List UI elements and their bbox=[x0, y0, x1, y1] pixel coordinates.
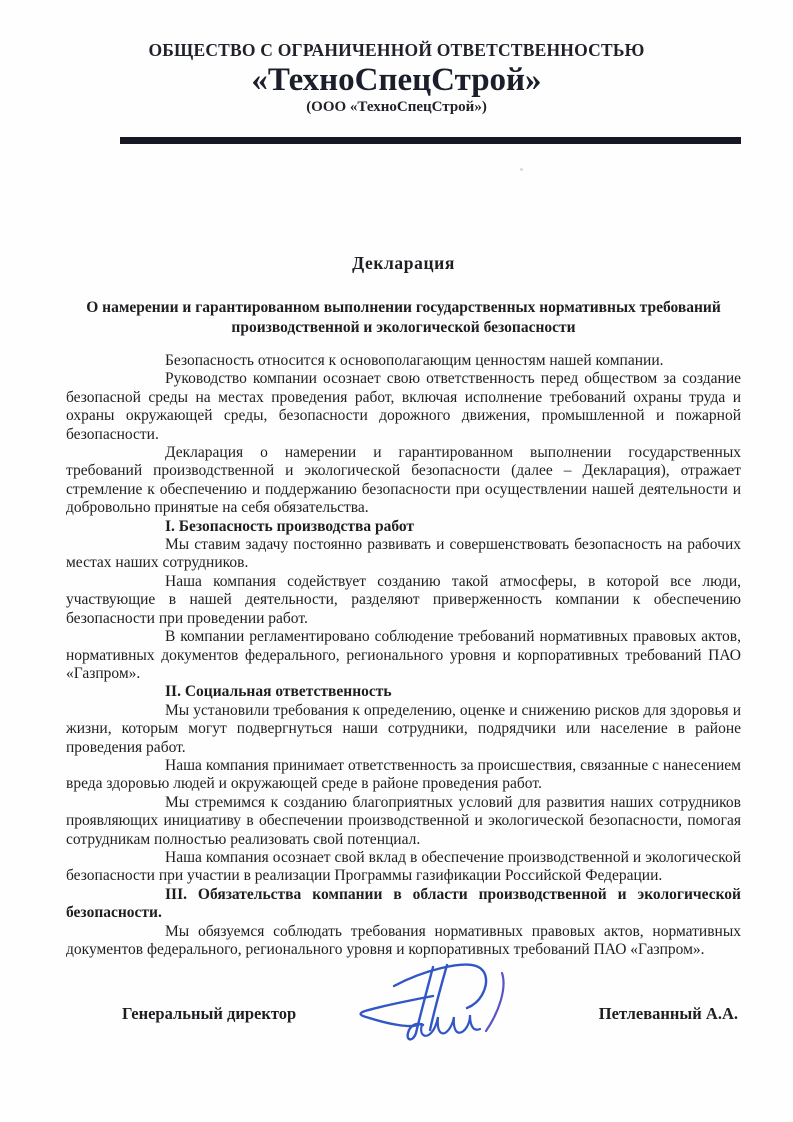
paragraph: Руководство компании осознает свою ответственность перед обществом за создание безопасной среды на местах проведения работ, включая исполнение требований охраны труда и охраны окружающей среды, безопасности дорожного движения, промышленной и пожарной безопасности. bbox=[66, 370, 741, 443]
document-title: Декларация bbox=[352, 253, 455, 273]
signer-name: Петлеванный А.А. bbox=[598, 1004, 738, 1023]
paragraph: Наша компания принимает ответственность за происшествия, связанные с нанесением вреда здоровью людей и окружающей среде в районе проведения работ. bbox=[66, 756, 741, 793]
org-name: «ТехноСпецСтрой» bbox=[251, 62, 542, 98]
paragraph: Декларация о намерении и гарантированном выполнении государственных требований производственной и экологической безопасности (далее – Декларация), отражает стремление к обеспечению и поддержанию безопасности при осуществлении нашей деятельности и добровольно принятые на себя обязательства. bbox=[66, 444, 741, 517]
letterhead bbox=[0, 40, 793, 116]
document-body bbox=[66, 252, 741, 959]
section-heading-3: III. Обязательства компании в области производственной и экологической безопасности. bbox=[66, 885, 741, 922]
paragraph: Наша компания содействует созданию такой атмосферы, в которой все люди, участвующие в нашей деятельности, разделяют приверженность компании к обеспечению безопасности при проведении работ. bbox=[66, 572, 741, 627]
org-type-line: ОБЩЕСТВО С ОГРАНИЧЕННОЙ ОТВЕТСТВЕННОСТЬЮ bbox=[148, 40, 645, 60]
document-subtitle: О намерении и гарантированном выполнении государственных нормативных требований производственной и экологической безопасности bbox=[86, 299, 721, 336]
signature-role: Генеральный директор bbox=[122, 1004, 297, 1023]
paragraph: Мы обязуемся соблюдать требования нормативных правовых актов, нормативных документов федерального, регионального уровня и корпоративных требований ПАО «Газпром». bbox=[66, 922, 741, 958]
paragraph: Безопасность относится к основополагающим ценностям нашей компании. bbox=[165, 352, 664, 369]
paragraphs-block bbox=[66, 352, 741, 959]
letterhead-rule bbox=[120, 137, 741, 144]
paragraph: Мы установили требования к определению, оценке и снижению рисков для здоровья и жизни, которым могут подвергнуться наши сотрудники, подрядчики или население в районе проведения работ. bbox=[66, 701, 741, 756]
signature-row bbox=[66, 1004, 741, 1028]
paragraph: В компании регламентировано соблюдение требований нормативных правовых актов, нормативных документов федерального, регионального уровня и корпоративных требований ПАО «Газпром». bbox=[66, 628, 741, 682]
section-heading-2: II. Социальная ответственность bbox=[165, 683, 392, 701]
scan-speck-artifact bbox=[520, 168, 523, 171]
paragraph: Мы стремимся к созданию благоприятных условий для развития наших сотрудников проявляющих инициативу в обеспечении производственной и экологической безопасности, помогая сотрудникам полностью реализовать свой потенциал. bbox=[66, 793, 741, 848]
section-heading-1: I. Безопасность производства работ bbox=[165, 517, 415, 535]
paragraph: Мы ставим задачу постоянно развивать и совершенствовать безопасность на рабочих местах наших сотрудников. bbox=[66, 536, 741, 572]
paragraph: Наша компания осознает свой вклад в обеспечение производственной и экологической безопасности при участии в реализации Программы газификации Российской Федерации. bbox=[66, 848, 741, 885]
org-short-name: (ООО «ТехноСпецСтрой») bbox=[306, 99, 487, 115]
